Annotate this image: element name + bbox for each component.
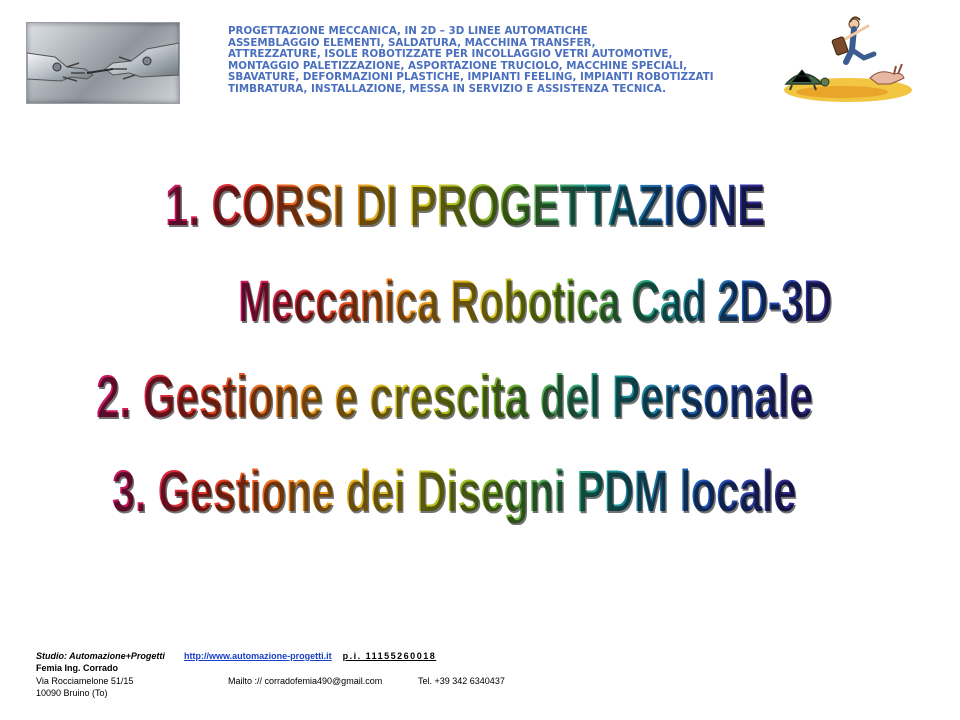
headline-mechanics-cad: Meccanica Robotica Cad 2D-3D bbox=[238, 269, 832, 334]
address-line: Via Rocciamelone 51/15 bbox=[36, 676, 134, 686]
robot-hands-image bbox=[26, 22, 180, 104]
email-link[interactable]: Mailto :// corradofemia490@gmail.com bbox=[228, 676, 383, 686]
headline-pdm: 3. Gestione dei Disegni PDM locale bbox=[112, 459, 797, 524]
header-line: TIMBRATURA, INSTALLAZIONE, MESSA IN SERVIZIO E ASSISTENZA TECNICA. bbox=[228, 82, 667, 95]
robot-hands-icon bbox=[27, 23, 179, 103]
headline-personnel: 2. Gestione e crescita del Personale bbox=[96, 363, 813, 430]
vat-number: p.i. 11155260018 bbox=[342, 651, 437, 661]
header-line: MONTAGGIO PALETIZZAZIONE, ASPORTAZIONE TRUCIOLO, MACCHINE SPECIALI, bbox=[228, 59, 687, 72]
tortoise-runner-icon bbox=[778, 12, 912, 102]
tortoise-runner-image bbox=[778, 12, 912, 102]
owner-name: Femia Ing. Corrado bbox=[36, 663, 119, 673]
studio-name: Studio: Automazione+Progetti bbox=[36, 651, 165, 661]
website-link[interactable]: http://www.automazione-progetti.it bbox=[183, 651, 332, 661]
city-line: 10090 Bruino (To) bbox=[36, 688, 108, 698]
header-line: PROGETTAZIONE MECCANICA, IN 2D – 3D LINEE AUTOMATICHE bbox=[228, 25, 588, 37]
services-header bbox=[228, 26, 768, 96]
header-line: SBAVATURE, DEFORMAZIONI PLASTICHE, IMPIANTI FEELING, IMPIANTI ROBOTIZZATI bbox=[228, 71, 714, 84]
header-line: ATTREZZATURE, ISOLE ROBOTIZZATE PER INCOLLAGGIO VETRI AUTOMOTIVE, bbox=[228, 48, 673, 61]
headline-courses: 1. CORSI DI PROGETTAZIONE bbox=[165, 173, 766, 238]
header-line: ASSEMBLAGGIO ELEMENTI, SALDATURA, MACCHINA TRANSFER, bbox=[228, 36, 596, 49]
footer-row bbox=[36, 651, 436, 663]
phone-number: Tel. +39 342 6340437 bbox=[418, 676, 505, 686]
